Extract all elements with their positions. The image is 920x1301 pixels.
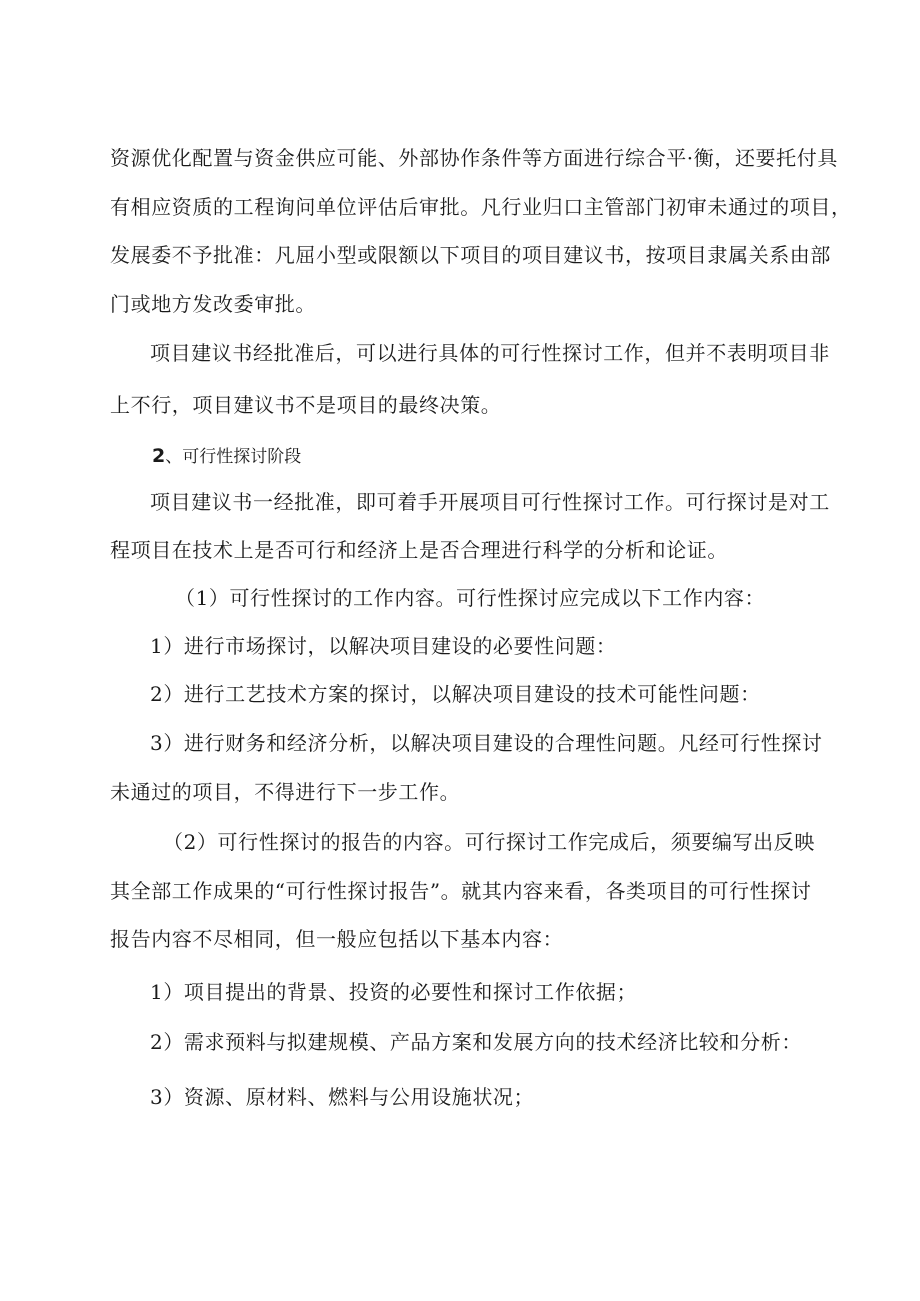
list-item: 2）需求预料与拟建规模、产品方案和发展方向的技术经济比较和分析：	[150, 1030, 802, 1054]
list-item: 1）项目提出的背景、投资的必要性和探讨工作依据；	[150, 980, 638, 1004]
subsection-heading: （2）可行性探讨的报告的内容。可行探讨工作完成后，须要编写出反映	[163, 830, 815, 854]
paragraph-line: 发展委不予批准：凡屈小型或限额以下项目的项目建议书，按项目隶属关系由部	[110, 243, 831, 267]
paragraph-line: 程项目在技术上是否可行和经济上是否合理进行科学的分析和论证。	[110, 538, 728, 562]
paragraph-line: 有相应资质的工程询问单位评估后审批。凡行业归口主管部门初审未通过的项目，	[110, 195, 852, 219]
section-number: 2	[152, 445, 166, 467]
paragraph-line: 项目建议书经批准后，可以进行具体的可行性探讨工作，但并不表明项目非	[150, 341, 830, 365]
subsection-heading: （1）可行性探讨的工作内容。可行性探讨应完成以下工作内容：	[175, 586, 766, 610]
list-item: 2）进行工艺技术方案的探讨，以解决项目建设的技术可能性问题：	[150, 682, 761, 706]
list-item: 3）资源、原材料、燃料与公用设施状况；	[150, 1085, 535, 1109]
list-item-continuation: 未通过的项目，不得进行下一步工作。	[110, 780, 461, 804]
section-heading	[152, 444, 301, 469]
paragraph-line: 门或地方发改委审批。	[110, 292, 316, 316]
paragraph-line: 其全部工作成果的“可行性探讨报告”。就其内容来看，各类项目的可行性探讨	[110, 879, 812, 903]
paragraph-line: 上不行，项目建议书不是项目的最终决策。	[110, 393, 502, 417]
list-item: 1）进行市场探讨，以解决项目建设的必要性问题：	[150, 634, 617, 658]
section-title: 、可行性探讨阶段	[165, 447, 302, 467]
list-item: 3）进行财务和经济分析，以解决项目建设的合理性问题。凡经可行性探讨	[150, 731, 823, 755]
paragraph-line: 报告内容不尽相同，但一般应包括以下基本内容：	[110, 927, 564, 951]
paragraph-line: 资源优化配置与资金供应可能、外部协作条件等方面进行综合平·衡，还要托付具	[110, 146, 838, 170]
paragraph-line: 项目建议书一经批准，即可着手开展项目可行性探讨工作。可行探讨是对工	[150, 490, 830, 514]
